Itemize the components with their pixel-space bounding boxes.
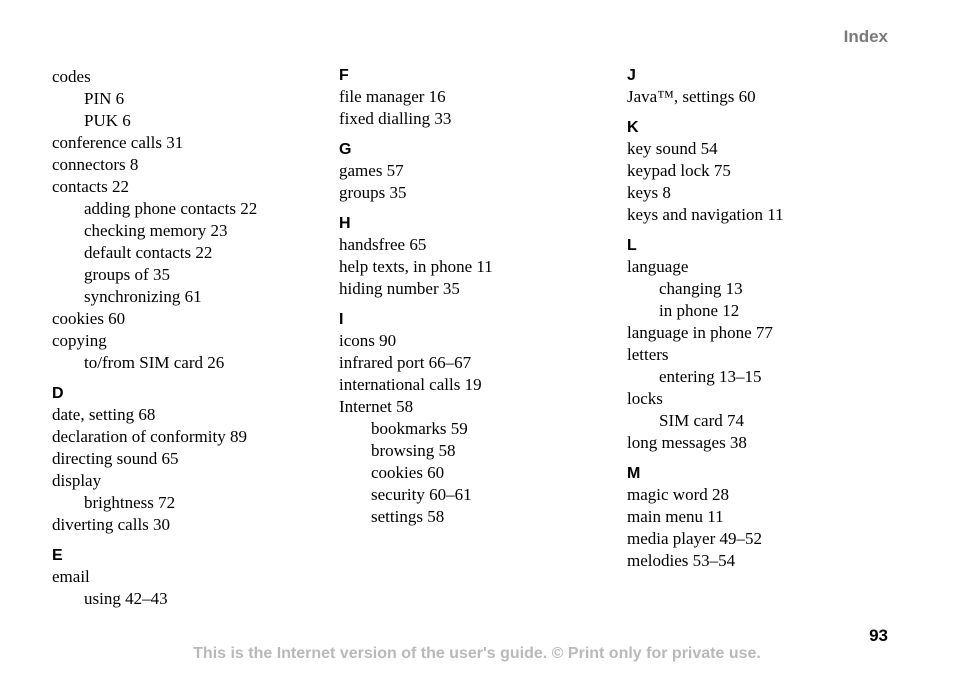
index-entry: cookies 60 — [52, 309, 126, 328]
index-subentry: changing 13 — [659, 279, 743, 298]
index-entry: long messages 38 — [627, 433, 747, 452]
index-entry: magic word 28 — [627, 485, 729, 504]
index-entry: Internet 58 — [339, 397, 414, 416]
index-entry: games 57 — [339, 161, 404, 180]
section-letter: H — [339, 215, 351, 232]
index-entry: directing sound 65 — [52, 449, 179, 468]
index-entry: email — [52, 567, 90, 586]
index-entry: international calls 19 — [339, 375, 482, 394]
index-entry: handsfree 65 — [339, 235, 427, 254]
index-entry: language in phone 77 — [627, 323, 773, 342]
index-column-2 — [339, 66, 609, 538]
index-subentry: checking memory 23 — [84, 221, 228, 240]
index-entry: groups 35 — [339, 183, 407, 202]
index-section — [52, 546, 322, 610]
footer-note: This is the Internet version of the user's guide. © Print only for private use. — [193, 645, 761, 662]
section-letter: K — [627, 119, 639, 136]
index-entry: help texts, in phone 11 — [339, 257, 493, 276]
index-entry: date, setting 68 — [52, 405, 156, 424]
index-subentry: synchronizing 61 — [84, 287, 202, 306]
index-entry: connectors 8 — [52, 155, 139, 174]
index-entry: file manager 16 — [339, 87, 446, 106]
index-subentry: PIN 6 — [84, 89, 125, 108]
section-letter: E — [52, 547, 63, 564]
section-letter: J — [627, 67, 636, 84]
index-section — [627, 236, 907, 454]
index-entry: keypad lock 75 — [627, 161, 731, 180]
index-subentry: browsing 58 — [371, 441, 456, 460]
index-entry: contacts 22 — [52, 177, 129, 196]
index-subentry: cookies 60 — [371, 463, 445, 482]
page-number: 93 — [869, 626, 888, 645]
index-section — [339, 66, 609, 130]
index-section — [339, 310, 609, 528]
index-subentry: entering 13–15 — [659, 367, 762, 386]
index-entry: keys and navigation 11 — [627, 205, 784, 224]
index-subentry: default contacts 22 — [84, 243, 213, 262]
section-letter: L — [627, 237, 637, 254]
index-entry: language — [627, 257, 689, 276]
index-entry: conference calls 31 — [52, 133, 184, 152]
index-entry: locks — [627, 389, 663, 408]
index-entry: letters — [627, 345, 669, 364]
index-section — [627, 66, 907, 108]
index-entry: declaration of conformity 89 — [52, 427, 247, 446]
index-subentry: to/from SIM card 26 — [84, 353, 225, 372]
index-subentry: adding phone contacts 22 — [84, 199, 258, 218]
index-section — [52, 384, 322, 536]
index-subentry: PUK 6 — [84, 111, 131, 130]
section-letter: I — [339, 311, 344, 328]
index-section — [627, 464, 907, 572]
section-letter: M — [627, 465, 641, 482]
index-subentry: bookmarks 59 — [371, 419, 468, 438]
page-header-title: Index — [843, 27, 888, 46]
index-subentry: using 42–43 — [84, 589, 168, 608]
index-entry: melodies 53–54 — [627, 551, 736, 570]
index-section — [627, 118, 907, 226]
section-letter: F — [339, 67, 349, 84]
index-column-1 — [52, 66, 322, 620]
index-subentry: security 60–61 — [371, 485, 472, 504]
index-entry: media player 49–52 — [627, 529, 763, 548]
index-entry: hiding number 35 — [339, 279, 460, 298]
index-subentry: brightness 72 — [84, 493, 176, 512]
index-subentry: groups of 35 — [84, 265, 170, 284]
index-entry: copying — [52, 331, 107, 350]
index-subentry: SIM card 74 — [659, 411, 744, 430]
index-section — [339, 214, 609, 300]
index-entry: display — [52, 471, 102, 490]
index-entry: icons 90 — [339, 331, 397, 350]
index-section — [339, 140, 609, 204]
index-column-3 — [627, 66, 907, 582]
index-entry: Java™, settings 60 — [627, 87, 756, 106]
index-subentry: in phone 12 — [659, 301, 740, 320]
index-entry: key sound 54 — [627, 139, 718, 158]
index-entry: codes — [52, 67, 91, 86]
index-entry: fixed dialling 33 — [339, 109, 452, 128]
index-entry: main menu 11 — [627, 507, 724, 526]
index-subentry: settings 58 — [371, 507, 445, 526]
index-entry: infrared port 66–67 — [339, 353, 472, 372]
index-entry: diverting calls 30 — [52, 515, 171, 534]
index-section — [52, 66, 322, 374]
section-letter: G — [339, 141, 352, 158]
index-entry: keys 8 — [627, 183, 671, 202]
section-letter: D — [52, 385, 64, 402]
